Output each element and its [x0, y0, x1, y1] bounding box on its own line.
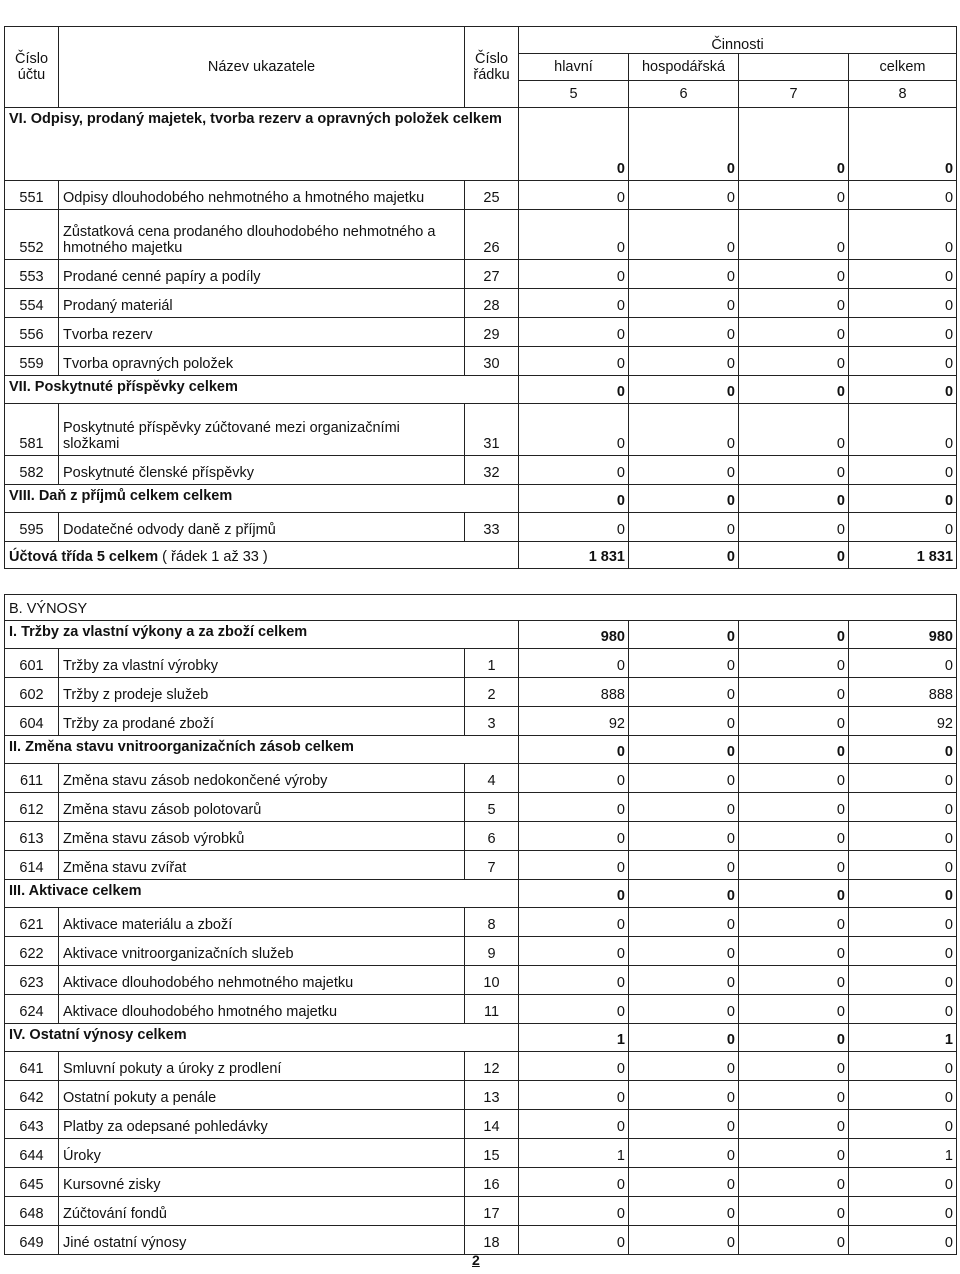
value-total: 0 — [849, 1052, 957, 1081]
value-economic: 0 — [629, 1052, 739, 1081]
value-main: 0 — [519, 1110, 629, 1139]
section-title: VII. Poskytnuté příspěvky celkem — [5, 376, 519, 404]
indicator-name: Změna stavu zásob nedokončené výroby — [59, 764, 465, 793]
column-number: 5 — [519, 81, 629, 108]
indicator-name: Kursovné zisky — [59, 1168, 465, 1197]
revenues-title-row — [5, 595, 957, 621]
row-number: 2 — [465, 678, 519, 707]
table-row — [5, 289, 957, 318]
value-total: 0 — [849, 793, 957, 822]
value-total: 0 — [849, 764, 957, 793]
row-number: 7 — [465, 851, 519, 880]
revenues-table — [4, 594, 957, 1255]
table-row — [5, 1052, 957, 1081]
section-total-row — [5, 1024, 957, 1052]
value-economic: 0 — [629, 707, 739, 736]
account-number: 642 — [5, 1081, 59, 1110]
class5-total-row — [5, 542, 957, 569]
indicator-name: Úroky — [59, 1139, 465, 1168]
indicator-name: Změna stavu zvířat — [59, 851, 465, 880]
value-main: 0 — [519, 210, 629, 260]
section-title: VIII. Daň z příjmů celkem celkem — [5, 485, 519, 513]
account-number: 649 — [5, 1226, 59, 1255]
row-number: 5 — [465, 793, 519, 822]
indicator-name: Tvorba rezerv — [59, 318, 465, 347]
class5-total-label-range: ( řádek 1 až 33 ) — [158, 549, 268, 565]
section-total-row — [5, 485, 957, 513]
table-row — [5, 908, 957, 937]
value-total: 0 — [849, 456, 957, 485]
account-number: 556 — [5, 318, 59, 347]
indicator-name: Tržby z prodeje služeb — [59, 678, 465, 707]
table-row — [5, 851, 957, 880]
table-row — [5, 649, 957, 678]
account-number: 559 — [5, 347, 59, 376]
indicator-name: Změna stavu zásob polotovarů — [59, 793, 465, 822]
table-row — [5, 793, 957, 822]
value-main: 0 — [519, 1168, 629, 1197]
section-total-value: 0 — [629, 485, 739, 513]
row-number: 14 — [465, 1110, 519, 1139]
value-main: 0 — [519, 995, 629, 1024]
section-title: III. Aktivace celkem — [5, 880, 519, 908]
table-row — [5, 181, 957, 210]
table-row — [5, 347, 957, 376]
column-number: 6 — [629, 81, 739, 108]
account-number: 614 — [5, 851, 59, 880]
section-total-value: 0 — [519, 880, 629, 908]
section-total-row — [5, 736, 957, 764]
value-main: 0 — [519, 822, 629, 851]
value-main: 0 — [519, 937, 629, 966]
table-row — [5, 1110, 957, 1139]
section-total-value: 0 — [519, 736, 629, 764]
row-number: 18 — [465, 1226, 519, 1255]
indicator-name: Aktivace dlouhodobého hmotného majetku — [59, 995, 465, 1024]
section-total-value: 0 — [629, 880, 739, 908]
value-total: 92 — [849, 707, 957, 736]
value-col7: 0 — [739, 1110, 849, 1139]
value-col7: 0 — [739, 822, 849, 851]
section-total-row — [5, 108, 957, 181]
value-economic: 0 — [629, 1168, 739, 1197]
value-col7: 0 — [739, 966, 849, 995]
value-col7: 0 — [739, 764, 849, 793]
section-total-value: 0 — [739, 1024, 849, 1052]
table-row — [5, 318, 957, 347]
account-number: 551 — [5, 181, 59, 210]
value-main: 0 — [519, 908, 629, 937]
value-col7: 0 — [739, 1168, 849, 1197]
value-total: 0 — [849, 1081, 957, 1110]
value-economic: 0 — [629, 678, 739, 707]
value-main: 1 — [519, 1139, 629, 1168]
account-number: 643 — [5, 1110, 59, 1139]
value-economic: 0 — [629, 851, 739, 880]
value-economic: 0 — [629, 1139, 739, 1168]
row-number: 3 — [465, 707, 519, 736]
value-col7: 0 — [739, 995, 849, 1024]
value-total: 0 — [849, 649, 957, 678]
account-number: 622 — [5, 937, 59, 966]
section-total-value: 0 — [739, 736, 849, 764]
economic-activity-header: hospodářská — [629, 54, 739, 81]
value-total: 0 — [849, 347, 957, 376]
name-column-header: Název ukazatele — [59, 27, 465, 108]
table-row — [5, 456, 957, 485]
value-economic: 0 — [629, 210, 739, 260]
value-total: 0 — [849, 318, 957, 347]
row-number: 31 — [465, 404, 519, 456]
value-economic: 0 — [629, 937, 739, 966]
blank-activity-header — [739, 54, 849, 81]
value-main: 0 — [519, 793, 629, 822]
class5-total-value: 1 831 — [519, 542, 629, 569]
value-total: 0 — [849, 1110, 957, 1139]
value-main: 0 — [519, 851, 629, 880]
value-economic: 0 — [629, 793, 739, 822]
value-total: 0 — [849, 1168, 957, 1197]
account-number: 623 — [5, 966, 59, 995]
value-col7: 0 — [739, 851, 849, 880]
section-total-value: 0 — [629, 376, 739, 404]
section-total-value: 0 — [519, 485, 629, 513]
section-total-value: 0 — [849, 880, 957, 908]
section-total-value: 0 — [629, 108, 739, 181]
table-row — [5, 1197, 957, 1226]
account-number: 648 — [5, 1197, 59, 1226]
account-number: 645 — [5, 1168, 59, 1197]
value-col7: 0 — [739, 456, 849, 485]
value-economic: 0 — [629, 1197, 739, 1226]
value-total: 0 — [849, 1226, 957, 1255]
value-main: 0 — [519, 318, 629, 347]
account-number: 604 — [5, 707, 59, 736]
activities-header: Činnosti — [519, 27, 957, 54]
indicator-name: Smluvní pokuty a úroky z prodlení — [59, 1052, 465, 1081]
indicator-name: Ostatní pokuty a penále — [59, 1081, 465, 1110]
row-number: 9 — [465, 937, 519, 966]
main-activity-header: hlavní — [519, 54, 629, 81]
section-total-row — [5, 621, 957, 649]
indicator-name: Platby za odepsané pohledávky — [59, 1110, 465, 1139]
value-col7: 0 — [739, 937, 849, 966]
value-col7: 0 — [739, 1226, 849, 1255]
table-row — [5, 678, 957, 707]
value-economic: 0 — [629, 822, 739, 851]
table-row — [5, 1139, 957, 1168]
value-main: 0 — [519, 289, 629, 318]
account-number: 553 — [5, 260, 59, 289]
table-row — [5, 260, 957, 289]
value-economic: 0 — [629, 1081, 739, 1110]
value-total: 0 — [849, 289, 957, 318]
indicator-name: Tržby za prodané zboží — [59, 707, 465, 736]
section-total-value: 1 — [519, 1024, 629, 1052]
indicator-name: Aktivace dlouhodobého nehmotného majetku — [59, 966, 465, 995]
revenues-title: B. VÝNOSY — [5, 595, 957, 621]
value-economic: 0 — [629, 289, 739, 318]
value-economic: 0 — [629, 966, 739, 995]
table-row — [5, 822, 957, 851]
row-number: 15 — [465, 1139, 519, 1168]
section-total-value: 0 — [849, 376, 957, 404]
indicator-name: Prodaný materiál — [59, 289, 465, 318]
row-number: 29 — [465, 318, 519, 347]
value-main: 0 — [519, 181, 629, 210]
value-main: 0 — [519, 347, 629, 376]
header-row-1 — [5, 27, 957, 54]
column-number: 7 — [739, 81, 849, 108]
value-economic: 0 — [629, 995, 739, 1024]
value-economic: 0 — [629, 649, 739, 678]
value-total: 0 — [849, 210, 957, 260]
value-main: 0 — [519, 404, 629, 456]
account-column-header: Číslo účtu — [5, 27, 59, 108]
account-number: 554 — [5, 289, 59, 318]
value-main: 0 — [519, 513, 629, 542]
section-total-value: 0 — [739, 880, 849, 908]
value-col7: 0 — [739, 1052, 849, 1081]
value-col7: 0 — [739, 260, 849, 289]
value-main: 0 — [519, 1081, 629, 1110]
value-total: 0 — [849, 995, 957, 1024]
row-number: 25 — [465, 181, 519, 210]
account-number: 581 — [5, 404, 59, 456]
table-row — [5, 995, 957, 1024]
table-row — [5, 404, 957, 456]
value-col7: 0 — [739, 210, 849, 260]
indicator-name: Aktivace vnitroorganizačních služeb — [59, 937, 465, 966]
section-total-row — [5, 376, 957, 404]
value-total: 0 — [849, 822, 957, 851]
value-col7: 0 — [739, 181, 849, 210]
section-total-value: 0 — [629, 1024, 739, 1052]
account-number: 624 — [5, 995, 59, 1024]
value-economic: 0 — [629, 513, 739, 542]
table-row — [5, 707, 957, 736]
value-main: 0 — [519, 1197, 629, 1226]
row-number: 32 — [465, 456, 519, 485]
account-number: 641 — [5, 1052, 59, 1081]
class5-total-value: 0 — [739, 542, 849, 569]
costs-table — [4, 26, 957, 569]
account-number: 611 — [5, 764, 59, 793]
value-main: 0 — [519, 456, 629, 485]
page-number: 2 — [472, 1252, 480, 1268]
value-economic: 0 — [629, 260, 739, 289]
column-number: 8 — [849, 81, 957, 108]
value-col7: 0 — [739, 678, 849, 707]
indicator-name: Aktivace materiálu a zboží — [59, 908, 465, 937]
indicator-name: Dodatečné odvody daně z příjmů — [59, 513, 465, 542]
account-number: 602 — [5, 678, 59, 707]
value-main: 888 — [519, 678, 629, 707]
row-number: 27 — [465, 260, 519, 289]
indicator-name: Zúčtování fondů — [59, 1197, 465, 1226]
section-total-value: 980 — [519, 621, 629, 649]
row-number: 4 — [465, 764, 519, 793]
indicator-name: Poskytnuté členské příspěvky — [59, 456, 465, 485]
value-col7: 0 — [739, 1081, 849, 1110]
account-number: 552 — [5, 210, 59, 260]
value-col7: 0 — [739, 1139, 849, 1168]
value-total: 0 — [849, 851, 957, 880]
value-total: 0 — [849, 966, 957, 995]
value-col7: 0 — [739, 649, 849, 678]
account-number: 601 — [5, 649, 59, 678]
row-number: 28 — [465, 289, 519, 318]
table-row — [5, 1226, 957, 1255]
value-total: 0 — [849, 181, 957, 210]
value-total: 0 — [849, 260, 957, 289]
account-number: 644 — [5, 1139, 59, 1168]
row-number: 10 — [465, 966, 519, 995]
row-number: 6 — [465, 822, 519, 851]
row-number: 17 — [465, 1197, 519, 1226]
value-total: 0 — [849, 404, 957, 456]
value-total: 0 — [849, 937, 957, 966]
table-row — [5, 513, 957, 542]
section-title: II. Změna stavu vnitroorganizačních zásob celkem — [5, 736, 519, 764]
value-main: 0 — [519, 1052, 629, 1081]
section-total-value: 0 — [739, 376, 849, 404]
section-total-value: 0 — [519, 376, 629, 404]
class5-total-value: 1 831 — [849, 542, 957, 569]
section-total-value: 0 — [739, 621, 849, 649]
indicator-name: Tvorba opravných položek — [59, 347, 465, 376]
class5-total-label-bold: Účtová třída 5 celkem — [9, 549, 159, 565]
value-economic: 0 — [629, 404, 739, 456]
row-number-column-header: Číslo řádku — [465, 27, 519, 108]
account-number: 613 — [5, 822, 59, 851]
value-economic: 0 — [629, 1110, 739, 1139]
indicator-name: Tržby za vlastní výrobky — [59, 649, 465, 678]
row-number: 30 — [465, 347, 519, 376]
value-economic: 0 — [629, 764, 739, 793]
class5-total-value: 0 — [629, 542, 739, 569]
value-main: 0 — [519, 260, 629, 289]
row-number: 8 — [465, 908, 519, 937]
value-col7: 0 — [739, 289, 849, 318]
value-economic: 0 — [629, 1226, 739, 1255]
table-row — [5, 210, 957, 260]
row-number: 16 — [465, 1168, 519, 1197]
section-total-value: 980 — [849, 621, 957, 649]
value-col7: 0 — [739, 707, 849, 736]
value-main: 0 — [519, 966, 629, 995]
table-row — [5, 937, 957, 966]
section-total-value: 1 — [849, 1024, 957, 1052]
table-row — [5, 1081, 957, 1110]
value-total: 0 — [849, 513, 957, 542]
value-main: 0 — [519, 649, 629, 678]
account-number: 621 — [5, 908, 59, 937]
account-number: 612 — [5, 793, 59, 822]
value-economic: 0 — [629, 456, 739, 485]
section-total-value: 0 — [629, 736, 739, 764]
value-main: 0 — [519, 764, 629, 793]
value-col7: 0 — [739, 908, 849, 937]
row-number: 1 — [465, 649, 519, 678]
value-economic: 0 — [629, 908, 739, 937]
section-total-value: 0 — [739, 108, 849, 181]
section-title: IV. Ostatní výnosy celkem — [5, 1024, 519, 1052]
total-activity-header: celkem — [849, 54, 957, 81]
value-col7: 0 — [739, 404, 849, 456]
table-row — [5, 966, 957, 995]
section-total-value: 0 — [739, 485, 849, 513]
table-row — [5, 1168, 957, 1197]
row-number: 26 — [465, 210, 519, 260]
value-col7: 0 — [739, 1197, 849, 1226]
table-row — [5, 764, 957, 793]
value-main: 92 — [519, 707, 629, 736]
indicator-name: Prodané cenné papíry a podíly — [59, 260, 465, 289]
section-total-value: 0 — [849, 108, 957, 181]
section-total-value: 0 — [629, 621, 739, 649]
row-number: 33 — [465, 513, 519, 542]
section-total-row — [5, 880, 957, 908]
value-economic: 0 — [629, 318, 739, 347]
indicator-name: Odpisy dlouhodobého nehmotného a hmotného majetku — [59, 181, 465, 210]
section-total-value: 0 — [849, 736, 957, 764]
section-total-value: 0 — [519, 108, 629, 181]
value-main: 0 — [519, 1226, 629, 1255]
indicator-name: Poskytnuté příspěvky zúčtované mezi organizačními složkami — [59, 404, 465, 456]
account-number: 595 — [5, 513, 59, 542]
value-total: 0 — [849, 908, 957, 937]
row-number: 13 — [465, 1081, 519, 1110]
value-col7: 0 — [739, 318, 849, 347]
section-title: I. Tržby za vlastní výkony a za zboží celkem — [5, 621, 519, 649]
value-economic: 0 — [629, 181, 739, 210]
section-title: VI. Odpisy, prodaný majetek, tvorba rezerv a opravných položek celkem — [5, 108, 519, 181]
value-col7: 0 — [739, 793, 849, 822]
indicator-name: Jiné ostatní výnosy — [59, 1226, 465, 1255]
value-total: 1 — [849, 1139, 957, 1168]
value-col7: 0 — [739, 347, 849, 376]
value-total: 0 — [849, 1197, 957, 1226]
value-col7: 0 — [739, 513, 849, 542]
indicator-name: Zůstatková cena prodaného dlouhodobého nehmotného a hmotného majetku — [59, 210, 465, 260]
section-total-value: 0 — [849, 485, 957, 513]
value-total: 888 — [849, 678, 957, 707]
value-economic: 0 — [629, 347, 739, 376]
row-number: 12 — [465, 1052, 519, 1081]
account-number: 582 — [5, 456, 59, 485]
class5-total-label — [5, 542, 519, 569]
row-number: 11 — [465, 995, 519, 1024]
indicator-name: Změna stavu zásob výrobků — [59, 822, 465, 851]
